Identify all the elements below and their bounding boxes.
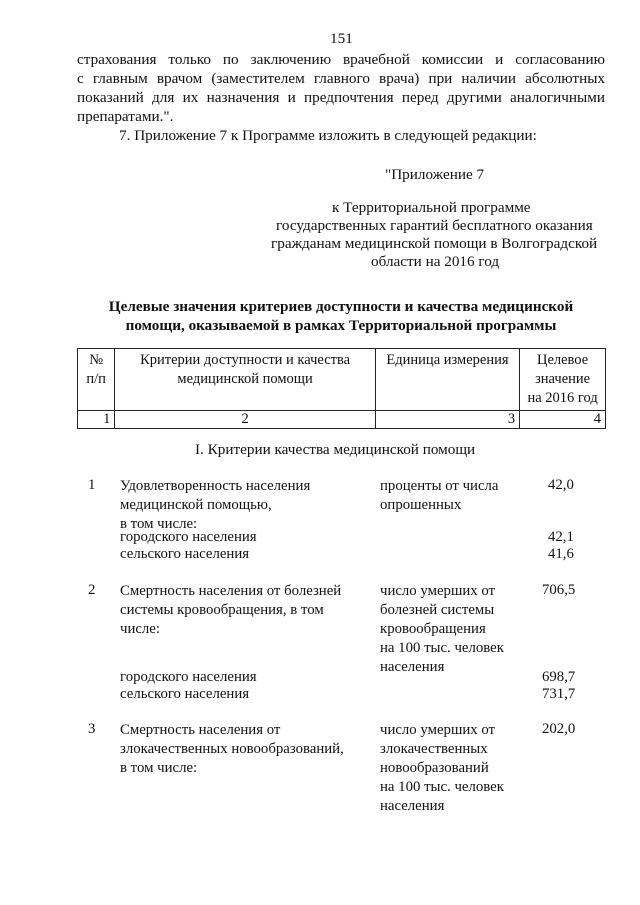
target-value: 698,7 xyxy=(542,669,576,685)
column-number: 4 xyxy=(520,411,606,429)
target-value: 42,1 xyxy=(548,529,574,545)
table-heading: помощи, оказываемой в рамках Территориальной программы xyxy=(125,317,557,334)
target-value: 42,0 xyxy=(548,477,574,493)
target-value: 202,0 xyxy=(542,721,576,737)
page-number: 151 xyxy=(330,30,353,47)
subcriterion-urban: городского населения xyxy=(120,529,257,545)
section-title: I. Критерии качества медицинской помощи xyxy=(195,441,476,458)
column-number: 2 xyxy=(115,411,375,429)
header-cell-criteria: Критерии доступности и качества медицинской помощи xyxy=(115,349,375,411)
row-number: 1 xyxy=(88,477,96,493)
table-heading: Целевые значения критериев доступности и качества медицинской xyxy=(108,298,574,315)
appendix-line: к Территориальной программе xyxy=(332,199,531,216)
target-value: 41,6 xyxy=(548,546,574,562)
column-number-row xyxy=(78,411,606,429)
subcriterion-rural: сельского населения xyxy=(120,546,250,562)
appendix-line: гражданам медицинской помощи в Волгоградской xyxy=(271,235,598,252)
target-value: 706,5 xyxy=(542,582,576,598)
header-cell-target: Целевое значение на 2016 год xyxy=(520,349,606,411)
criterion-text: Смертность населения от злокачественных новообразований, в том числе: xyxy=(120,722,344,776)
column-number: 3 xyxy=(375,411,519,429)
row-number: 3 xyxy=(88,721,96,737)
unit-text: проценты от числа опрошенных xyxy=(380,478,499,513)
amendment-line: 7. Приложение 7 к Программе изложить в следующей редакции: xyxy=(119,127,537,144)
unit-text: число умерших от болезней системы кровообращения на 100 тыс. человек населения xyxy=(380,583,504,675)
row-number: 2 xyxy=(88,582,96,598)
appendix-line: области на 2016 год xyxy=(371,253,500,270)
target-value: 731,7 xyxy=(542,686,576,702)
paragraph-line: препаратами.". xyxy=(77,108,174,125)
appendix-title: "Приложение 7 xyxy=(385,166,485,183)
table-header-row xyxy=(78,349,606,411)
criterion-text: Удовлетворенность населения медицинской помощью, в том числе: xyxy=(120,478,311,532)
unit-text: число умерших от злокачественных новообразований на 100 тыс. человек населения xyxy=(380,722,504,814)
column-number: 1 xyxy=(78,411,115,429)
criterion-text: Смертность населения от болезней системы кровообращения, в том числе: xyxy=(120,583,342,637)
appendix-line: государственных гарантий бесплатного оказания xyxy=(276,217,593,234)
subcriterion-urban: городского населения xyxy=(120,669,257,685)
subcriterion-rural: сельского населения xyxy=(120,686,250,702)
header-cell-number: № п/п xyxy=(78,349,115,411)
paragraph-line: страхования только по заключению врачебной комиссии и согласованию xyxy=(77,51,605,68)
paragraph-line: показаний для их назначения и предпочтения перед другими аналогичными xyxy=(77,89,605,106)
criteria-table-header xyxy=(77,348,606,429)
paragraph-line: с главным врачом (заместителем главного врача) при наличии абсолютных xyxy=(77,70,605,87)
header-cell-unit: Единица измерения xyxy=(375,349,519,411)
